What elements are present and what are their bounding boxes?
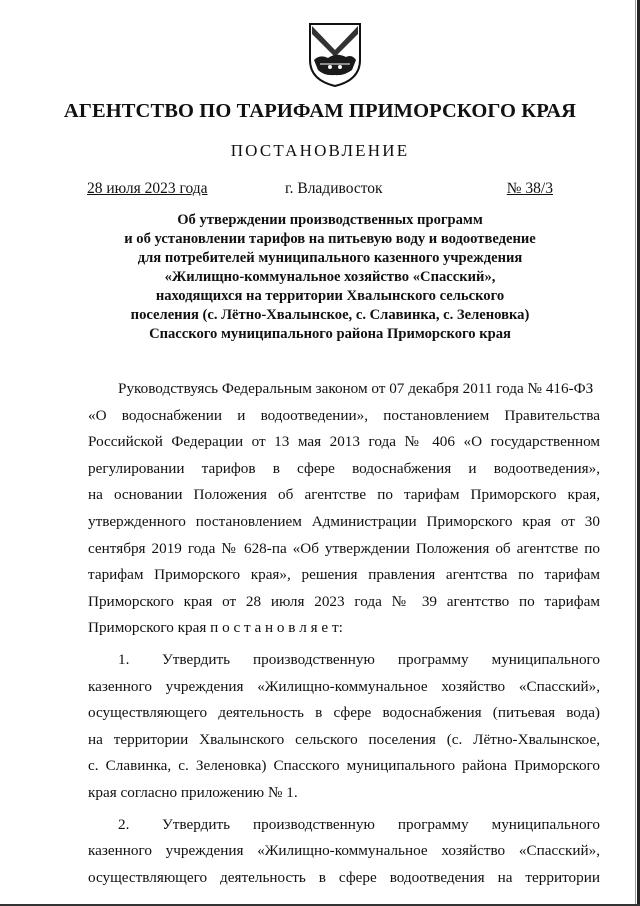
item-number: 2. bbox=[118, 815, 130, 833]
body-line: утвержденного постановлением Администрации Приморского края от 30 bbox=[88, 512, 600, 530]
item-1-line: на территории Хвалынского сельского поселения (с. Лётно-Хвалынское, bbox=[88, 730, 600, 748]
coat-of-arms-icon bbox=[306, 20, 364, 88]
date-line bbox=[87, 180, 553, 200]
document-date: 28 июля 2023 года bbox=[87, 180, 208, 197]
body-line: тарифам Приморского края», решения правления агентства по тарифам bbox=[88, 566, 600, 584]
agency-name: АГЕНТСТВО ПО ТАРИФАМ ПРИМОРСКОГО КРАЯ bbox=[63, 100, 577, 122]
item-2-line: казенного учреждения «Жилищно-коммунальное хозяйство «Спасский», bbox=[88, 842, 600, 860]
body-line: на основании Положения об агентстве по тарифам Приморского края, bbox=[88, 486, 600, 504]
item-1-first-line bbox=[88, 647, 600, 674]
item-1-line: края согласно приложению № 1. bbox=[88, 783, 298, 801]
item-2-first-line bbox=[88, 812, 600, 839]
body-line: Российской Федерации от 13 мая 2013 года № 406 «О государственном bbox=[88, 433, 600, 451]
title-line: поселения (с. Лётно-Хвалынское, с. Славинка, с. Зеленовка) bbox=[130, 307, 530, 323]
item-2-line: осуществляющего деятельность в сфере водоотведения на территории bbox=[88, 868, 600, 886]
item-number: 1. bbox=[118, 650, 130, 668]
title-line: для потребителей муниципального казенного учреждения bbox=[137, 250, 523, 266]
body-line: регулировании тарифов в сфере водоснабжения и водоотведения», bbox=[88, 459, 600, 477]
document-number: № 38/3 bbox=[506, 180, 553, 197]
item-1-line: с. Славинка, с. Зеленовка) Спасского муниципального района Приморского bbox=[88, 757, 600, 775]
body-line: «О водоснабжении и водоотведении», постановлением Правительства bbox=[88, 406, 600, 424]
item-text: Утвердить производственную программу муниципального bbox=[162, 815, 600, 833]
item-text: Утвердить производственную программу муниципального bbox=[162, 650, 600, 668]
document-city: г. Владивосток bbox=[285, 180, 383, 197]
title-line: «Жилищно-коммунальное хозяйство «Спасский», bbox=[164, 269, 496, 285]
title-line: Спасского муниципального района Приморского края bbox=[149, 326, 511, 342]
body-line: Приморского края от 28 июля 2023 года № 39 агентство по тарифам bbox=[88, 592, 600, 610]
body-line: Приморского края п о с т а н о в л я е т: bbox=[88, 619, 343, 637]
title-line: находящихся на территории Хвалынского сельского bbox=[155, 288, 505, 304]
body-line: сентября 2019 года № 628-па «Об утверждении Положения об агентстве по bbox=[88, 539, 600, 557]
document-body bbox=[88, 376, 600, 891]
title-line: и об установлении тарифов на питьевую воду и водоотведение bbox=[124, 231, 536, 247]
scan-edge-shadow bbox=[635, 0, 636, 906]
item-1-line: казенного учреждения «Жилищно-коммунальное хозяйство «Спасский», bbox=[88, 677, 600, 695]
document-title bbox=[60, 211, 600, 344]
item-1-line: осуществляющего деятельность в сфере водоснабжения (питьевая вода) bbox=[88, 704, 600, 722]
title-line: Об утверждении производственных программ bbox=[177, 212, 483, 228]
body-line: Руководствуясь Федеральным законом от 07 декабря 2011 года № 416-ФЗ bbox=[118, 380, 594, 397]
document-type: ПОСТАНОВЛЕНИЕ bbox=[230, 141, 410, 160]
